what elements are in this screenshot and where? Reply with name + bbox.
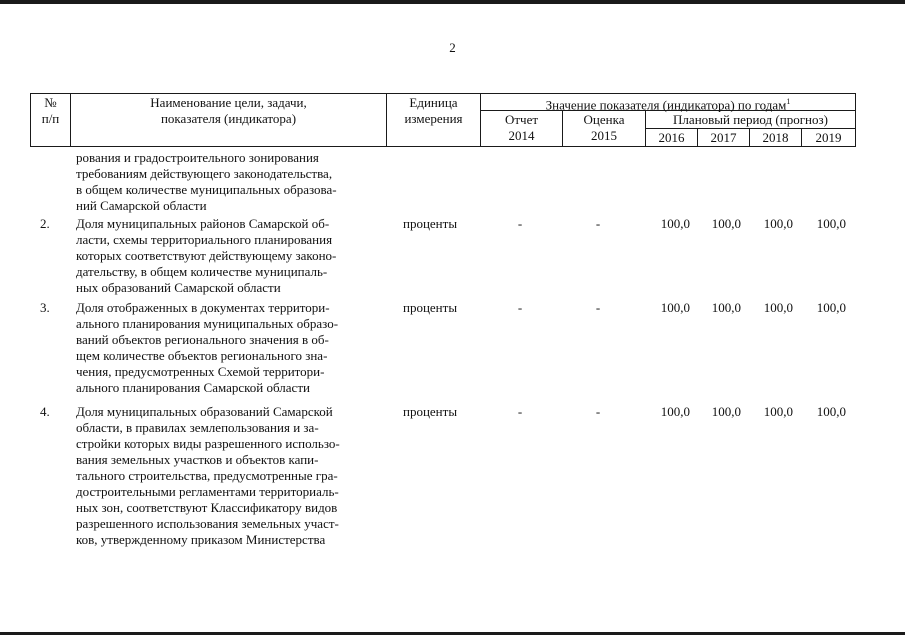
text-line: стройки которых виды разрешенного использо- bbox=[76, 436, 340, 451]
estimate-cell: - bbox=[595, 216, 601, 231]
header-year-2018: 2018 bbox=[762, 130, 789, 145]
value-2018: 100,0 bbox=[763, 300, 793, 315]
indicator-name bbox=[76, 300, 385, 396]
value-2017: 100,0 bbox=[711, 300, 741, 315]
text-line: тального строительства, предусмотренные гра- bbox=[76, 468, 338, 483]
estimate-cell: - bbox=[595, 300, 601, 315]
header-col-name-line1: Наименование цели, задачи, bbox=[150, 95, 307, 110]
indicator-name bbox=[76, 216, 385, 296]
value-2017: 100,0 bbox=[711, 404, 741, 419]
text-line: Доля отображенных в документах территори- bbox=[76, 300, 330, 315]
text-line: области, в правилах землепользования и за- bbox=[76, 420, 319, 435]
row-number: 4. bbox=[40, 404, 50, 419]
continuation-text bbox=[76, 150, 385, 214]
text-line: ласти, схемы территориального планирования bbox=[76, 232, 333, 247]
row-number: 2. bbox=[40, 216, 50, 231]
text-line: рования и градостроительного зонирования bbox=[76, 150, 319, 165]
value-2016: 100,0 bbox=[660, 404, 690, 419]
header-col-name-line2: показателя (индикатора) bbox=[160, 111, 297, 126]
header-col-values-footnote: 1 bbox=[786, 97, 791, 106]
row-number: 3. bbox=[40, 300, 50, 315]
header-year-2016: 2016 bbox=[658, 130, 685, 145]
header-col-no-line2: п/п bbox=[41, 111, 60, 126]
value-2016: 100,0 bbox=[660, 216, 690, 231]
indicator-name bbox=[76, 404, 385, 548]
text-line: Доля муниципальных районов Самарской об- bbox=[76, 216, 330, 231]
text-line: ального планирования муниципальных образо- bbox=[76, 316, 339, 331]
header-col-no bbox=[31, 95, 70, 127]
header-col-values-label: Значение показателя (индикатора) по годам bbox=[545, 97, 787, 113]
header-estimate-year: 2015 bbox=[591, 128, 617, 143]
value-2018: 100,0 bbox=[763, 404, 793, 419]
header-report-label: Отчет bbox=[504, 112, 539, 127]
text-line: ального планирования Самарской области bbox=[76, 380, 310, 395]
text-line: ний Самарской области bbox=[76, 198, 207, 213]
text-line: которых соответствуют действующему законо- bbox=[76, 248, 337, 263]
text-line: требованиям действующего законодательства, bbox=[76, 166, 333, 181]
value-2019: 100,0 bbox=[816, 216, 846, 231]
value-2016: 100,0 bbox=[660, 300, 690, 315]
text-line: разрешенного использования земельных участ- bbox=[76, 516, 339, 531]
header-report-year: 2014 bbox=[508, 128, 535, 143]
value-2019: 100,0 bbox=[816, 300, 846, 315]
bottom-border-rule bbox=[0, 632, 905, 635]
text-line: вания земельных участков и объектов капи- bbox=[76, 452, 319, 467]
col-border-right bbox=[855, 93, 856, 147]
header-plan-period: Плановый период (прогноз) bbox=[673, 112, 828, 127]
text-line: достроительными регламентами территориаль- bbox=[76, 484, 339, 499]
header-year-2017: 2017 bbox=[710, 130, 737, 145]
text-line: в общем количестве муниципальных образова- bbox=[76, 182, 337, 197]
top-border-rule bbox=[0, 0, 905, 4]
text-line: ваний объектов регионального значения в об- bbox=[76, 332, 329, 347]
header-col-values bbox=[481, 94, 855, 113]
value-2018: 100,0 bbox=[763, 216, 793, 231]
unit-cell: проценты bbox=[403, 216, 458, 231]
report-cell: - bbox=[517, 404, 523, 419]
header-col-no-line1: № bbox=[44, 95, 57, 110]
value-2019: 100,0 bbox=[816, 404, 846, 419]
text-line: ков, утвержденному приказом Министерства bbox=[76, 532, 326, 547]
header-col-unit-line2: измерения bbox=[404, 111, 463, 126]
header-estimate-label: Оценка bbox=[583, 112, 625, 127]
header-col-unit-line1: Единица bbox=[409, 95, 458, 110]
text-line: ных зон, соответствуют Классификатору видов bbox=[76, 500, 338, 515]
page-number: 2 bbox=[449, 40, 456, 55]
value-2017: 100,0 bbox=[711, 216, 741, 231]
text-line: дательству, в общем количестве муниципаль- bbox=[76, 264, 328, 279]
header-estimate bbox=[563, 112, 645, 144]
unit-cell: проценты bbox=[403, 404, 458, 419]
header-col-name bbox=[71, 95, 386, 127]
unit-cell: проценты bbox=[403, 300, 458, 315]
text-line: щем количестве объектов регионального зна- bbox=[76, 348, 328, 363]
text-line: Доля муниципальных образований Самарской bbox=[76, 404, 333, 419]
report-cell: - bbox=[517, 300, 523, 315]
header-year-2019: 2019 bbox=[815, 130, 842, 145]
text-line: ных образований Самарской области bbox=[76, 280, 281, 295]
estimate-cell: - bbox=[595, 404, 601, 419]
text-line: чения, предусмотренных Схемой территори- bbox=[76, 364, 325, 379]
years-subheader-line bbox=[645, 128, 856, 129]
header-report bbox=[481, 112, 562, 144]
report-cell: - bbox=[517, 216, 523, 231]
table-header-bottom-line bbox=[30, 146, 856, 147]
header-col-unit bbox=[387, 95, 480, 127]
